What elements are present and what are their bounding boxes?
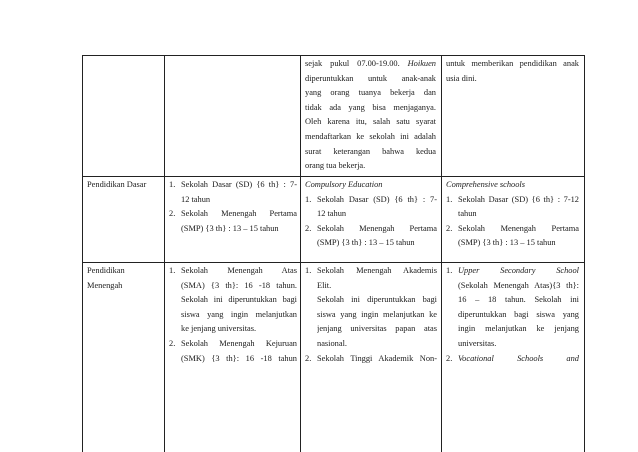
row2-label-cell (87, 264, 163, 293)
list-item-text: Sekolah ini diperuntukkan bagi (181, 295, 297, 305)
list-item-text: (SMP) {3 th} : 13 – 15 tahun (317, 238, 415, 248)
row2-col3-cell (305, 264, 437, 366)
list-number: 1. (446, 266, 453, 275)
text-line: mendaftarkan ke sekolah ini adalah (305, 131, 436, 141)
list-number: 1. (305, 194, 312, 204)
table-divider-col3 (300, 55, 301, 452)
row1-col3-cell (305, 178, 437, 251)
list-item-text: jenjang universitas papan atas (317, 324, 437, 334)
list-number: 2. (446, 223, 453, 233)
list-item-heading: Vocational Schools and (458, 353, 579, 363)
list-item-text: (SMK) {3 th}: 16 -18 tahun (181, 353, 297, 363)
table-divider-col2 (164, 55, 165, 452)
list-item-text: (Sekolah Menengah Atas){3 th}: (458, 280, 579, 290)
row0-col3-cell (305, 57, 436, 174)
table-border-right (584, 55, 585, 452)
text-line: Oleh karena itu, salah satu syarat (305, 117, 436, 127)
list-item-text: siswa yang ingin melanjutkan (181, 309, 297, 319)
list-number: 2. (446, 353, 453, 363)
list-number: 1. (446, 194, 453, 204)
text-line: diperuntukkan untuk anak-anak (305, 73, 436, 83)
list-item-text: Sekolah Dasar (SD) {6 th} : 7- (181, 180, 297, 189)
row0-col4-cell (446, 57, 579, 86)
row1-label-cell (87, 178, 163, 193)
row-label: Pendidikan (87, 266, 125, 275)
text-line: orang tua bekerja. (305, 161, 366, 171)
list-number: 1. (169, 180, 176, 189)
list-item-text: (SMA) {3 th}: 16 -18 tahun. (181, 280, 297, 290)
table-divider-col4 (441, 55, 442, 452)
list-item-text: (SMP) {3 th} : 13 – 15 tahun (458, 238, 556, 248)
section-heading: Comprehensive schools (446, 180, 526, 189)
list-item-text: 16 – 18 tahun. Sekolah ini (458, 295, 579, 305)
list-item-text: Sekolah Menengah Pertama (458, 223, 579, 233)
list-item-text: 12 tahun (181, 194, 211, 204)
list-number: 1. (305, 266, 312, 275)
text-line: usia dini. (446, 73, 477, 83)
row1-col2-cell (169, 178, 297, 236)
row-divider-1 (82, 176, 585, 177)
row-label: Pendidikan Dasar (87, 180, 147, 189)
list-number: 2. (305, 223, 312, 233)
list-number: 1. (169, 266, 176, 275)
table-border-left (82, 55, 83, 452)
list-item-text: tahun (458, 209, 477, 219)
list-item-text: universitas. (458, 338, 497, 348)
row1-col4-cell (446, 178, 579, 251)
text-line: untuk memberikan pendidikan anak (446, 59, 579, 68)
list-number: 2. (305, 353, 312, 363)
list-item-text: 12 tahun (317, 209, 347, 219)
text-line: sejak pukul 07.00-19.00. Hoikuen (305, 59, 436, 68)
list-item-text: siswa yang ingin melanjutkan ke (317, 309, 437, 319)
list-item-text: Sekolah Tinggi Akademik Non- (317, 353, 437, 363)
list-item-text: Sekolah Menengah Atas (181, 266, 297, 275)
list-number: 2. (169, 209, 176, 219)
list-item-text: ke jenjang universitas. (181, 324, 257, 334)
text-line: surat keterangan bahwa kedua (305, 146, 436, 156)
section-heading: Compulsory Education (305, 180, 383, 189)
text-line: yang orang tuanya bekerja dan (305, 88, 436, 98)
list-item-text: diperuntukkan bagi siswa yang (458, 309, 579, 319)
list-item-text: Sekolah ini diperuntukkan bagi (317, 295, 437, 305)
row2-col4-cell (446, 264, 579, 366)
row2-col2-cell (169, 264, 297, 366)
list-item-text: (SMP) {3 th} : 13 – 15 tahun (181, 223, 279, 233)
list-number: 2. (169, 338, 176, 348)
row-divider-2 (82, 262, 585, 263)
list-item-text: Sekolah Menengah Pertama (181, 209, 297, 219)
list-item-text: Sekolah Menengah Akademis (317, 266, 437, 275)
table-top-border (82, 55, 585, 56)
list-item-text: Sekolah Dasar (SD) {6 th} : 7- (317, 194, 437, 204)
list-item-text: Sekolah Menengah Pertama (317, 223, 437, 233)
list-item-text: Elit. (317, 280, 332, 290)
list-item-text: Sekolah Menengah Kejuruan (181, 338, 297, 348)
list-item-text: nasional. (317, 338, 348, 348)
row-label: Menengah (87, 280, 123, 290)
text-line: tidak ada yang bisa menjaganya. (305, 102, 436, 112)
list-item-text: ingin melanjutkan ke jenjang (458, 324, 579, 334)
list-item-text: Sekolah Dasar (SD) {6 th} : 7-12 (458, 194, 579, 204)
list-item-heading: Upper Secondary School (458, 266, 579, 275)
